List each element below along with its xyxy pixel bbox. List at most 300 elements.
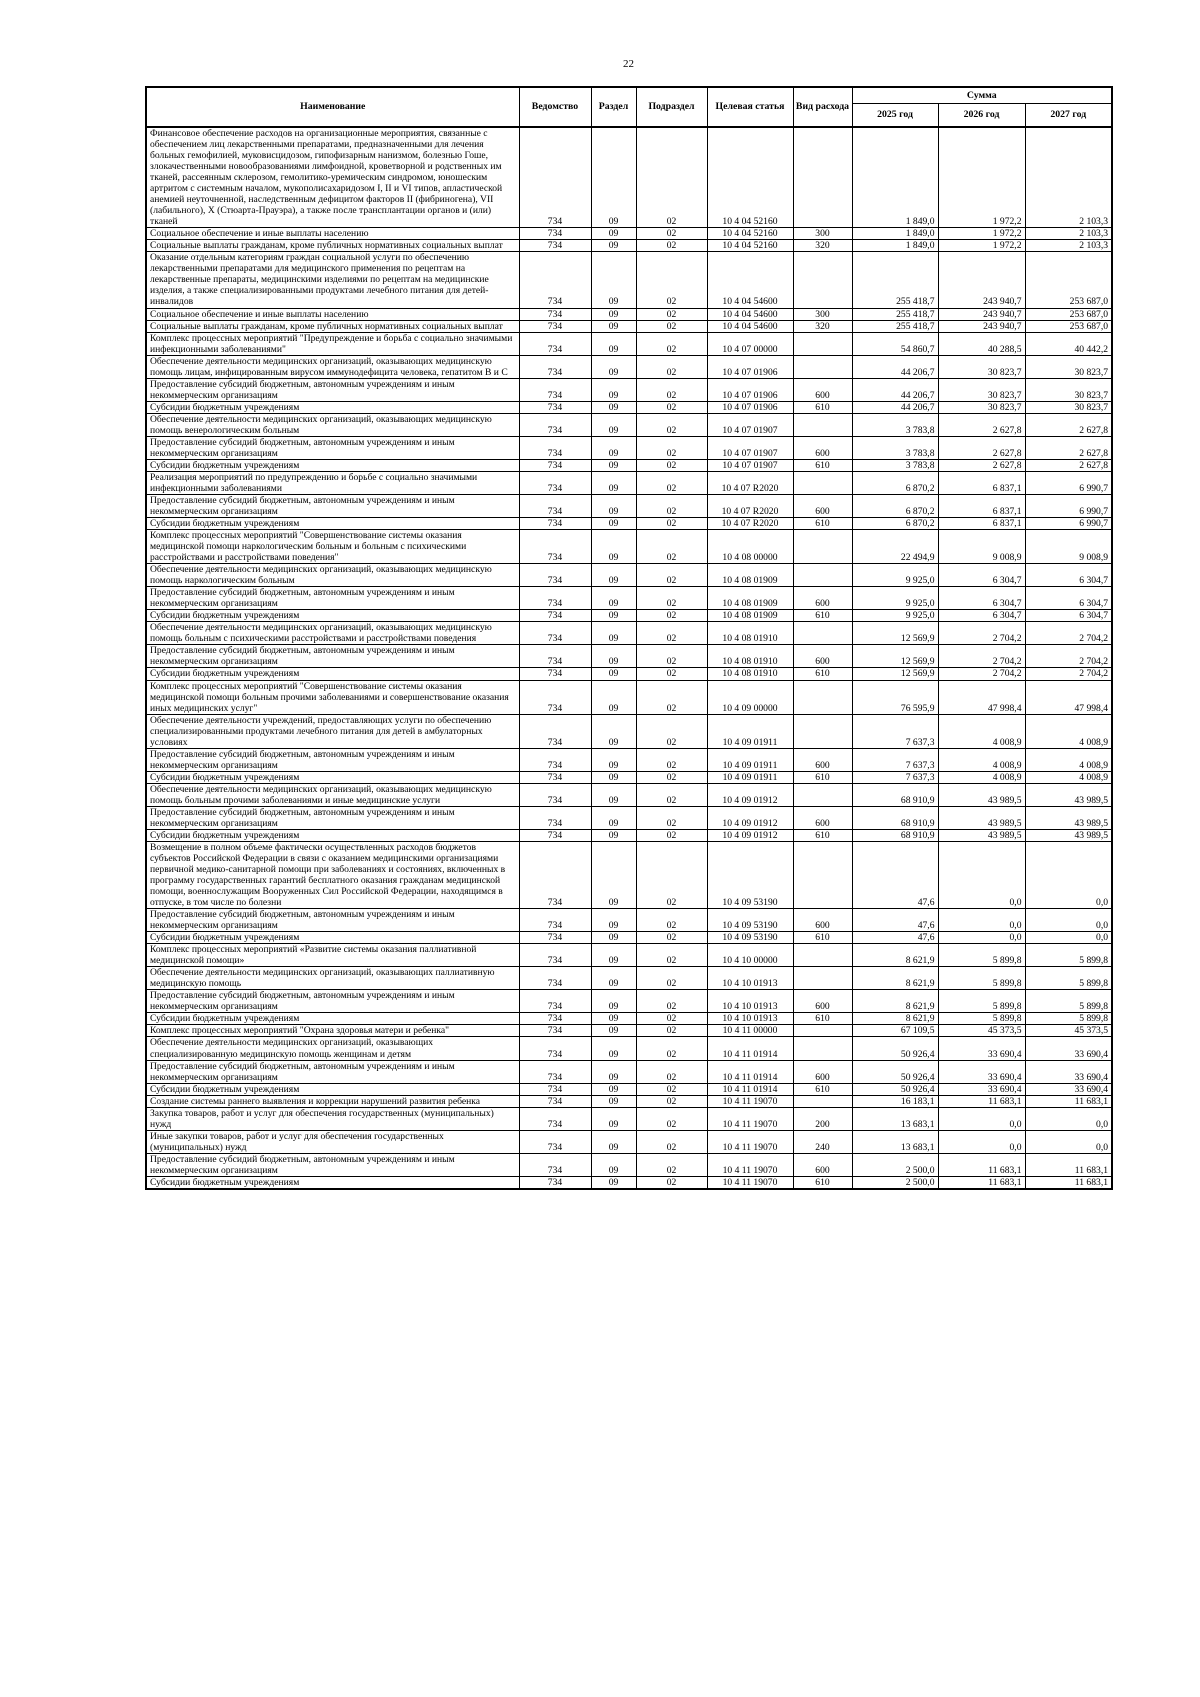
row-amount-2025: 3 783,8: [852, 436, 938, 459]
row-amount-2027: 2 627,8: [1025, 436, 1112, 459]
row-razdel: 09: [591, 1153, 636, 1176]
row-vedomstvo: 734: [519, 1176, 591, 1189]
row-podrazdel: 02: [636, 1013, 707, 1025]
row-podrazdel: 02: [636, 1025, 707, 1037]
header-podrazdel: Подраздел: [636, 87, 707, 127]
row-amount-2025: 12 569,9: [852, 622, 938, 645]
row-name: Субсидии бюджетным учреждениям: [146, 668, 519, 680]
row-amount-2026: 11 683,1: [938, 1153, 1025, 1176]
row-razdel: 09: [591, 783, 636, 806]
row-vedomstvo: 734: [519, 320, 591, 332]
page-number: 22: [623, 58, 634, 70]
row-razdel: 09: [591, 806, 636, 829]
row-vid-rashoda: 200: [793, 1107, 852, 1130]
row-vid-rashoda: [793, 1037, 852, 1060]
row-amount-2026: 1 972,2: [938, 228, 1025, 240]
row-razdel: 09: [591, 332, 636, 355]
row-amount-2026: 0,0: [938, 932, 1025, 944]
row-amount-2026: 33 690,4: [938, 1083, 1025, 1095]
row-name: Субсидии бюджетным учреждениям: [146, 932, 519, 944]
table-row: [146, 355, 1112, 378]
row-podrazdel: 02: [636, 944, 707, 967]
row-podrazdel: 02: [636, 1107, 707, 1130]
row-podrazdel: 02: [636, 495, 707, 518]
table-row: [146, 909, 1112, 932]
row-name: Социальные выплаты гражданам, кроме публичных нормативных социальных выплат: [146, 240, 519, 252]
row-celevaya-statya: 10 4 10 00000: [707, 944, 793, 967]
row-celevaya-statya: 10 4 08 00000: [707, 530, 793, 564]
row-amount-2025: 68 910,9: [852, 783, 938, 806]
row-celevaya-statya: 10 4 11 19070: [707, 1095, 793, 1107]
row-amount-2026: 2 704,2: [938, 622, 1025, 645]
row-vid-rashoda: 600: [793, 748, 852, 771]
row-amount-2027: 0,0: [1025, 1107, 1112, 1130]
row-name: Социальное обеспечение и иные выплаты населению: [146, 308, 519, 320]
row-amount-2027: 2 627,8: [1025, 459, 1112, 471]
row-vedomstvo: 734: [519, 841, 591, 908]
row-vedomstvo: 734: [519, 564, 591, 587]
row-podrazdel: 02: [636, 564, 707, 587]
row-amount-2026: 5 899,8: [938, 990, 1025, 1013]
row-amount-2027: 6 990,7: [1025, 471, 1112, 494]
header-name: Наименование: [146, 87, 519, 127]
row-vedomstvo: 734: [519, 401, 591, 413]
row-name: Предоставление субсидий бюджетным, автономным учреждениям и иным некоммерческим организациям: [146, 645, 519, 668]
row-amount-2025: 255 418,7: [852, 320, 938, 332]
row-vedomstvo: 734: [519, 1037, 591, 1060]
row-name: Предоставление субсидий бюджетным, автономным учреждениям и иным некоммерческим организациям: [146, 378, 519, 401]
row-amount-2025: 8 621,9: [852, 1013, 938, 1025]
row-amount-2026: 0,0: [938, 1130, 1025, 1153]
table-row: [146, 748, 1112, 771]
row-podrazdel: 02: [636, 829, 707, 841]
row-razdel: 09: [591, 530, 636, 564]
row-podrazdel: 02: [636, 771, 707, 783]
row-razdel: 09: [591, 459, 636, 471]
row-vid-rashoda: 610: [793, 610, 852, 622]
row-razdel: 09: [591, 668, 636, 680]
row-amount-2027: 40 442,2: [1025, 332, 1112, 355]
row-amount-2027: 2 627,8: [1025, 413, 1112, 436]
row-amount-2026: 5 899,8: [938, 967, 1025, 990]
row-name: Предоставление субсидий бюджетным, автономным учреждениям и иным некоммерческим организациям: [146, 495, 519, 518]
row-amount-2027: 0,0: [1025, 909, 1112, 932]
row-amount-2027: 6 304,7: [1025, 610, 1112, 622]
header-vedomstvo: Ведомство: [519, 87, 591, 127]
row-name: Социальное обеспечение и иные выплаты населению: [146, 228, 519, 240]
row-amount-2027: 30 823,7: [1025, 401, 1112, 413]
row-razdel: 09: [591, 932, 636, 944]
row-celevaya-statya: 10 4 09 01912: [707, 783, 793, 806]
row-name: Предоставление субсидий бюджетным, автономным учреждениям и иным некоммерческим организациям: [146, 909, 519, 932]
row-vid-rashoda: 610: [793, 829, 852, 841]
row-vid-rashoda: [793, 714, 852, 748]
row-vedomstvo: 734: [519, 967, 591, 990]
row-amount-2027: 47 998,4: [1025, 680, 1112, 714]
row-amount-2026: 5 899,8: [938, 944, 1025, 967]
row-celevaya-statya: 10 4 09 53190: [707, 932, 793, 944]
row-amount-2027: 6 304,7: [1025, 587, 1112, 610]
row-vedomstvo: 734: [519, 518, 591, 530]
header-summa: Сумма: [852, 87, 1112, 104]
row-amount-2027: 43 989,5: [1025, 783, 1112, 806]
row-podrazdel: 02: [636, 748, 707, 771]
row-podrazdel: 02: [636, 841, 707, 908]
row-name: Комплекс процессных мероприятий "Охрана здоровья матери и ребенка": [146, 1025, 519, 1037]
row-podrazdel: 02: [636, 783, 707, 806]
row-podrazdel: 02: [636, 413, 707, 436]
row-amount-2026: 9 008,9: [938, 530, 1025, 564]
row-celevaya-statya: 10 4 07 01907: [707, 436, 793, 459]
row-name: Реализация мероприятий по предупреждению и борьбе с социально значимыми инфекционными заболеваниями: [146, 471, 519, 494]
row-celevaya-statya: 10 4 08 01909: [707, 587, 793, 610]
row-amount-2027: 2 704,2: [1025, 668, 1112, 680]
table-row: [146, 680, 1112, 714]
row-amount-2026: 0,0: [938, 1107, 1025, 1130]
row-amount-2025: 54 860,7: [852, 332, 938, 355]
row-amount-2025: 255 418,7: [852, 308, 938, 320]
row-amount-2027: 43 989,5: [1025, 829, 1112, 841]
row-celevaya-statya: 10 4 09 01911: [707, 771, 793, 783]
row-podrazdel: 02: [636, 332, 707, 355]
header-vid-rashoda: Вид расхода: [793, 87, 852, 127]
row-razdel: 09: [591, 645, 636, 668]
row-amount-2025: 8 621,9: [852, 990, 938, 1013]
row-amount-2025: 16 183,1: [852, 1095, 938, 1107]
row-name: Комплекс процессных мероприятий "Предупреждение и борьба с социально значимыми инфекционными заболеваниями": [146, 332, 519, 355]
table-row: [146, 841, 1112, 908]
row-amount-2027: 253 687,0: [1025, 308, 1112, 320]
row-amount-2027: 11 683,1: [1025, 1153, 1112, 1176]
row-vedomstvo: 734: [519, 127, 591, 228]
table-row: [146, 471, 1112, 494]
row-vedomstvo: 734: [519, 714, 591, 748]
row-vid-rashoda: [793, 680, 852, 714]
row-razdel: 09: [591, 748, 636, 771]
row-celevaya-statya: 10 4 08 01910: [707, 645, 793, 668]
table-row: [146, 829, 1112, 841]
row-celevaya-statya: 10 4 11 19070: [707, 1107, 793, 1130]
row-razdel: 09: [591, 378, 636, 401]
row-podrazdel: 02: [636, 378, 707, 401]
row-razdel: 09: [591, 967, 636, 990]
row-celevaya-statya: 10 4 11 19070: [707, 1153, 793, 1176]
table-row: [146, 413, 1112, 436]
row-name: Иные закупки товаров, работ и услуг для обеспечения государственных (муниципальных) нужд: [146, 1130, 519, 1153]
row-vedomstvo: 734: [519, 495, 591, 518]
row-vedomstvo: 734: [519, 1095, 591, 1107]
row-amount-2025: 47,6: [852, 909, 938, 932]
row-vedomstvo: 734: [519, 530, 591, 564]
row-vedomstvo: 734: [519, 1025, 591, 1037]
row-amount-2025: 1 849,0: [852, 228, 938, 240]
row-razdel: 09: [591, 1095, 636, 1107]
table-row: [146, 436, 1112, 459]
row-vedomstvo: 734: [519, 436, 591, 459]
row-vid-rashoda: 610: [793, 1176, 852, 1189]
row-amount-2026: 40 288,5: [938, 332, 1025, 355]
row-amount-2025: 50 926,4: [852, 1083, 938, 1095]
row-amount-2027: 4 008,9: [1025, 714, 1112, 748]
row-vedomstvo: 734: [519, 680, 591, 714]
row-vid-rashoda: 610: [793, 1013, 852, 1025]
row-razdel: 09: [591, 436, 636, 459]
row-celevaya-statya: 10 4 09 01912: [707, 829, 793, 841]
row-vid-rashoda: 610: [793, 771, 852, 783]
row-razdel: 09: [591, 587, 636, 610]
row-celevaya-statya: 10 4 08 01910: [707, 622, 793, 645]
table-row: [146, 252, 1112, 308]
row-razdel: 09: [591, 1176, 636, 1189]
row-podrazdel: 02: [636, 622, 707, 645]
row-razdel: 09: [591, 1130, 636, 1153]
row-vid-rashoda: 300: [793, 228, 852, 240]
row-vid-rashoda: 600: [793, 587, 852, 610]
row-name: Предоставление субсидий бюджетным, автономным учреждениям и иным некоммерческим организациям: [146, 436, 519, 459]
table-row: [146, 1153, 1112, 1176]
row-name: Обеспечение деятельности медицинских организаций, оказывающих медицинскую помощь лицам, инфицированным вирусом иммунодефицита человека, гепатитом B и C: [146, 355, 519, 378]
row-razdel: 09: [591, 841, 636, 908]
row-name: Субсидии бюджетным учреждениям: [146, 610, 519, 622]
row-celevaya-statya: 10 4 07 01906: [707, 378, 793, 401]
row-amount-2027: 33 690,4: [1025, 1083, 1112, 1095]
row-vedomstvo: 734: [519, 240, 591, 252]
table-row: [146, 308, 1112, 320]
row-podrazdel: 02: [636, 308, 707, 320]
row-amount-2025: 13 683,1: [852, 1130, 938, 1153]
row-podrazdel: 02: [636, 530, 707, 564]
row-amount-2027: 2 103,3: [1025, 240, 1112, 252]
table-row: [146, 1176, 1112, 1189]
row-razdel: 09: [591, 228, 636, 240]
row-celevaya-statya: 10 4 07 R2020: [707, 518, 793, 530]
row-vid-rashoda: [793, 530, 852, 564]
header-razdel: Раздел: [591, 87, 636, 127]
row-celevaya-statya: 10 4 07 01906: [707, 355, 793, 378]
row-podrazdel: 02: [636, 228, 707, 240]
row-podrazdel: 02: [636, 806, 707, 829]
row-podrazdel: 02: [636, 680, 707, 714]
row-celevaya-statya: 10 4 09 00000: [707, 680, 793, 714]
row-vid-rashoda: 600: [793, 1060, 852, 1083]
row-vedomstvo: 734: [519, 459, 591, 471]
row-razdel: 09: [591, 610, 636, 622]
row-vid-rashoda: 300: [793, 308, 852, 320]
row-amount-2026: 2 627,8: [938, 459, 1025, 471]
row-amount-2027: 0,0: [1025, 1130, 1112, 1153]
table-row: [146, 332, 1112, 355]
row-podrazdel: 02: [636, 990, 707, 1013]
row-vedomstvo: 734: [519, 622, 591, 645]
table-row: [146, 587, 1112, 610]
row-amount-2027: 4 008,9: [1025, 748, 1112, 771]
row-razdel: 09: [591, 1107, 636, 1130]
row-celevaya-statya: 10 4 08 01910: [707, 668, 793, 680]
row-razdel: 09: [591, 680, 636, 714]
row-name: Создание системы раннего выявления и коррекции нарушений развития ребенка: [146, 1095, 519, 1107]
row-razdel: 09: [591, 355, 636, 378]
row-vid-rashoda: 600: [793, 990, 852, 1013]
row-vedomstvo: 734: [519, 378, 591, 401]
table-row: [146, 378, 1112, 401]
row-amount-2026: 2 627,8: [938, 413, 1025, 436]
header-year-2027: 2027 год: [1025, 104, 1112, 128]
row-amount-2026: 30 823,7: [938, 401, 1025, 413]
row-vedomstvo: 734: [519, 806, 591, 829]
row-amount-2026: 43 989,5: [938, 806, 1025, 829]
row-razdel: 09: [591, 518, 636, 530]
row-name: Обеспечение деятельности медицинских организаций, оказывающих медицинскую помощь наркологическим больным: [146, 564, 519, 587]
row-name: Субсидии бюджетным учреждениям: [146, 1176, 519, 1189]
row-amount-2025: 2 500,0: [852, 1176, 938, 1189]
row-amount-2026: 243 940,7: [938, 308, 1025, 320]
row-name: Оказание отдельным категориям граждан социальной услуги по обеспечению лекарственными препаратами для медицинского применения по рецептам на лекарственные препараты, медицинскими изделиями по рецептам на медицинские изделия, а также специализированными продуктами лечебного питания для детей-инвалидов: [146, 252, 519, 308]
table-row: [146, 240, 1112, 252]
row-amount-2027: 4 008,9: [1025, 771, 1112, 783]
table-row: [146, 771, 1112, 783]
table-row: [146, 564, 1112, 587]
row-podrazdel: 02: [636, 909, 707, 932]
row-celevaya-statya: 10 4 04 52160: [707, 127, 793, 228]
table-row: [146, 1013, 1112, 1025]
row-amount-2027: 33 690,4: [1025, 1060, 1112, 1083]
table-row: [146, 806, 1112, 829]
row-vid-rashoda: [793, 127, 852, 228]
row-vid-rashoda: [793, 252, 852, 308]
row-amount-2025: 13 683,1: [852, 1107, 938, 1130]
row-name: Возмещение в полном объеме фактически осуществленных расходов бюджетов субъектов Российской Федерации в связи с оказанием медицинскими организациями первичной медико-санитарной помощи при заболеваниях и состояниях, включенных в программу государственных гарантий бесплатного оказания гражданам медицинской помощи, военнослужащим Вооруженных Сил Российской Федерации, находящимся в отпуске, в том числе по болезни: [146, 841, 519, 908]
row-podrazdel: 02: [636, 1176, 707, 1189]
row-podrazdel: 02: [636, 932, 707, 944]
row-celevaya-statya: 10 4 08 01909: [707, 564, 793, 587]
row-vedomstvo: 734: [519, 610, 591, 622]
row-amount-2027: 5 899,8: [1025, 990, 1112, 1013]
table-row: [146, 401, 1112, 413]
row-vid-rashoda: [793, 355, 852, 378]
row-razdel: 09: [591, 252, 636, 308]
row-celevaya-statya: 10 4 10 01913: [707, 1013, 793, 1025]
row-vid-rashoda: [793, 1025, 852, 1037]
row-razdel: 09: [591, 714, 636, 748]
row-celevaya-statya: 10 4 09 53190: [707, 909, 793, 932]
row-amount-2027: 11 683,1: [1025, 1176, 1112, 1189]
row-celevaya-statya: 10 4 07 00000: [707, 332, 793, 355]
row-vid-rashoda: 600: [793, 378, 852, 401]
row-amount-2025: 6 870,2: [852, 471, 938, 494]
row-razdel: 09: [591, 990, 636, 1013]
row-podrazdel: 02: [636, 459, 707, 471]
row-amount-2027: 43 989,5: [1025, 806, 1112, 829]
row-amount-2026: 2 704,2: [938, 645, 1025, 668]
row-amount-2027: 253 687,0: [1025, 320, 1112, 332]
row-celevaya-statya: 10 4 07 01906: [707, 401, 793, 413]
row-amount-2026: 6 304,7: [938, 564, 1025, 587]
row-vid-rashoda: 610: [793, 459, 852, 471]
row-podrazdel: 02: [636, 240, 707, 252]
row-amount-2027: 30 823,7: [1025, 355, 1112, 378]
header-year-2025: 2025 год: [852, 104, 938, 128]
row-amount-2027: 2 103,3: [1025, 127, 1112, 228]
row-amount-2025: 12 569,9: [852, 645, 938, 668]
row-amount-2026: 0,0: [938, 909, 1025, 932]
row-vid-rashoda: [793, 622, 852, 645]
table-row: [146, 990, 1112, 1013]
table-row: [146, 645, 1112, 668]
row-vid-rashoda: [793, 413, 852, 436]
row-amount-2026: 43 989,5: [938, 783, 1025, 806]
row-name: Предоставление субсидий бюджетным, автономным учреждениям и иным некоммерческим организациям: [146, 806, 519, 829]
row-name: Субсидии бюджетным учреждениям: [146, 518, 519, 530]
row-amount-2026: 33 690,4: [938, 1060, 1025, 1083]
row-amount-2027: 5 899,8: [1025, 967, 1112, 990]
row-name: Обеспечение деятельности медицинских организаций, оказывающих медицинскую помощь венерологическим больным: [146, 413, 519, 436]
row-name: Субсидии бюджетным учреждениям: [146, 829, 519, 841]
row-podrazdel: 02: [636, 471, 707, 494]
row-vid-rashoda: [793, 783, 852, 806]
row-amount-2026: 2 627,8: [938, 436, 1025, 459]
row-podrazdel: 02: [636, 1037, 707, 1060]
row-name: Предоставление субсидий бюджетным, автономным учреждениям и иным некоммерческим организациям: [146, 1153, 519, 1176]
row-celevaya-statya: 10 4 07 01907: [707, 459, 793, 471]
row-amount-2025: 44 206,7: [852, 378, 938, 401]
row-amount-2026: 0,0: [938, 841, 1025, 908]
row-name: Закупка товаров, работ и услуг для обеспечения государственных (муниципальных) нужд: [146, 1107, 519, 1130]
row-vid-rashoda: [793, 471, 852, 494]
header-year-2026: 2026 год: [938, 104, 1025, 128]
row-razdel: 09: [591, 1013, 636, 1025]
row-vid-rashoda: [793, 1095, 852, 1107]
row-podrazdel: 02: [636, 127, 707, 228]
row-amount-2025: 67 109,5: [852, 1025, 938, 1037]
row-podrazdel: 02: [636, 1095, 707, 1107]
row-name: Субсидии бюджетным учреждениям: [146, 459, 519, 471]
row-razdel: 09: [591, 401, 636, 413]
table-row: [146, 714, 1112, 748]
row-vedomstvo: 734: [519, 1083, 591, 1095]
table-row: [146, 459, 1112, 471]
row-amount-2026: 1 972,2: [938, 240, 1025, 252]
row-razdel: 09: [591, 308, 636, 320]
row-celevaya-statya: 10 4 07 R2020: [707, 471, 793, 494]
row-vid-rashoda: 600: [793, 909, 852, 932]
row-amount-2027: 6 990,7: [1025, 495, 1112, 518]
row-celevaya-statya: 10 4 11 01914: [707, 1060, 793, 1083]
row-vedomstvo: 734: [519, 308, 591, 320]
row-podrazdel: 02: [636, 401, 707, 413]
row-vedomstvo: 734: [519, 829, 591, 841]
row-amount-2025: 47,6: [852, 932, 938, 944]
row-vid-rashoda: 600: [793, 806, 852, 829]
row-amount-2026: 6 304,7: [938, 610, 1025, 622]
row-vedomstvo: 734: [519, 1107, 591, 1130]
row-podrazdel: 02: [636, 714, 707, 748]
row-vedomstvo: 734: [519, 748, 591, 771]
row-celevaya-statya: 10 4 11 19070: [707, 1130, 793, 1153]
row-amount-2026: 47 998,4: [938, 680, 1025, 714]
row-amount-2026: 6 304,7: [938, 587, 1025, 610]
row-celevaya-statya: 10 4 09 01911: [707, 748, 793, 771]
row-amount-2025: 9 925,0: [852, 610, 938, 622]
row-name: Комплекс процессных мероприятий «Развитие системы оказания паллиативной медицинской помощи»: [146, 944, 519, 967]
row-amount-2027: 9 008,9: [1025, 530, 1112, 564]
row-amount-2026: 43 989,5: [938, 829, 1025, 841]
row-amount-2025: 2 500,0: [852, 1153, 938, 1176]
row-amount-2027: 0,0: [1025, 932, 1112, 944]
table-row: [146, 622, 1112, 645]
row-amount-2025: 3 783,8: [852, 413, 938, 436]
row-podrazdel: 02: [636, 355, 707, 378]
row-razdel: 09: [591, 127, 636, 228]
